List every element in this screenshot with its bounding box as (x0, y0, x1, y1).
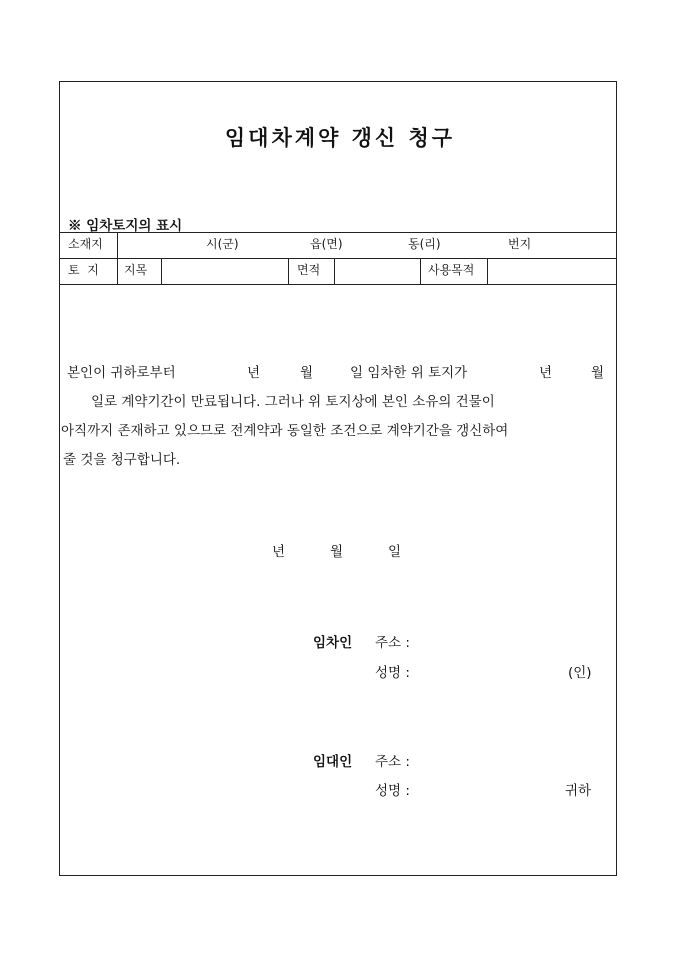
table-col-divider (420, 258, 421, 284)
area-label: 면적 (297, 263, 321, 277)
tenant-address-label: 주소 : (375, 635, 410, 651)
text-fragment: 월 (591, 365, 605, 381)
lot-number-label: 번지 (508, 237, 532, 251)
honorific: 귀하 (565, 783, 592, 799)
land-label: 토 지 (68, 263, 99, 277)
text-fragment: 년 (247, 365, 261, 381)
paragraph-line-2: 일로 계약기간이 만료됩니다. 그러나 위 토지상에 본인 소유의 건물이 (91, 394, 495, 410)
city-label: 시(군) (206, 237, 239, 251)
table-top-border (59, 232, 617, 233)
paragraph-line-1 (67, 359, 607, 388)
text-fragment: 본인이 귀하로부터 (67, 365, 176, 381)
table-col-divider (487, 258, 488, 284)
town-label: 읍(면) (310, 237, 343, 251)
text-fragment: 월 (300, 365, 314, 381)
village-label: 동(리) (408, 237, 441, 251)
paragraph-line-4: 줄 것을 청구합니다. (63, 452, 181, 468)
date-day: 일 (388, 544, 402, 560)
table-col-divider (288, 258, 289, 284)
text-fragment: 년 (539, 365, 553, 381)
date-month: 월 (330, 544, 344, 560)
paragraph-line-3: 아직까지 존재하고 있으므로 전계약과 동일한 조건으로 계약기간을 갱신하여 (61, 423, 509, 439)
request-paragraph (61, 359, 607, 475)
table-col-divider (161, 258, 162, 284)
land-category-label: 지목 (124, 263, 148, 277)
table-col-divider (117, 232, 118, 284)
table-bottom-border (59, 284, 617, 285)
landlord-role: 임대인 (313, 754, 353, 770)
location-label: 소재지 (68, 237, 103, 251)
tenant-name-label: 성명 : (375, 665, 410, 681)
table-col-divider (334, 258, 335, 284)
table-row-divider (59, 258, 617, 259)
tenant-role: 임차인 (313, 635, 353, 651)
seal-mark: (인) (568, 665, 592, 681)
document-title: 임대차계약 갱신 청구 (224, 125, 456, 150)
landlord-name-label: 성명 : (375, 783, 410, 799)
section-heading: ※ 임차토지의 표시 (68, 218, 183, 234)
text-fragment: 일 임차한 위 토지가 (350, 365, 468, 381)
purpose-label: 사용목적 (428, 263, 475, 277)
landlord-address-label: 주소 : (375, 754, 410, 770)
date-year: 년 (272, 544, 286, 560)
